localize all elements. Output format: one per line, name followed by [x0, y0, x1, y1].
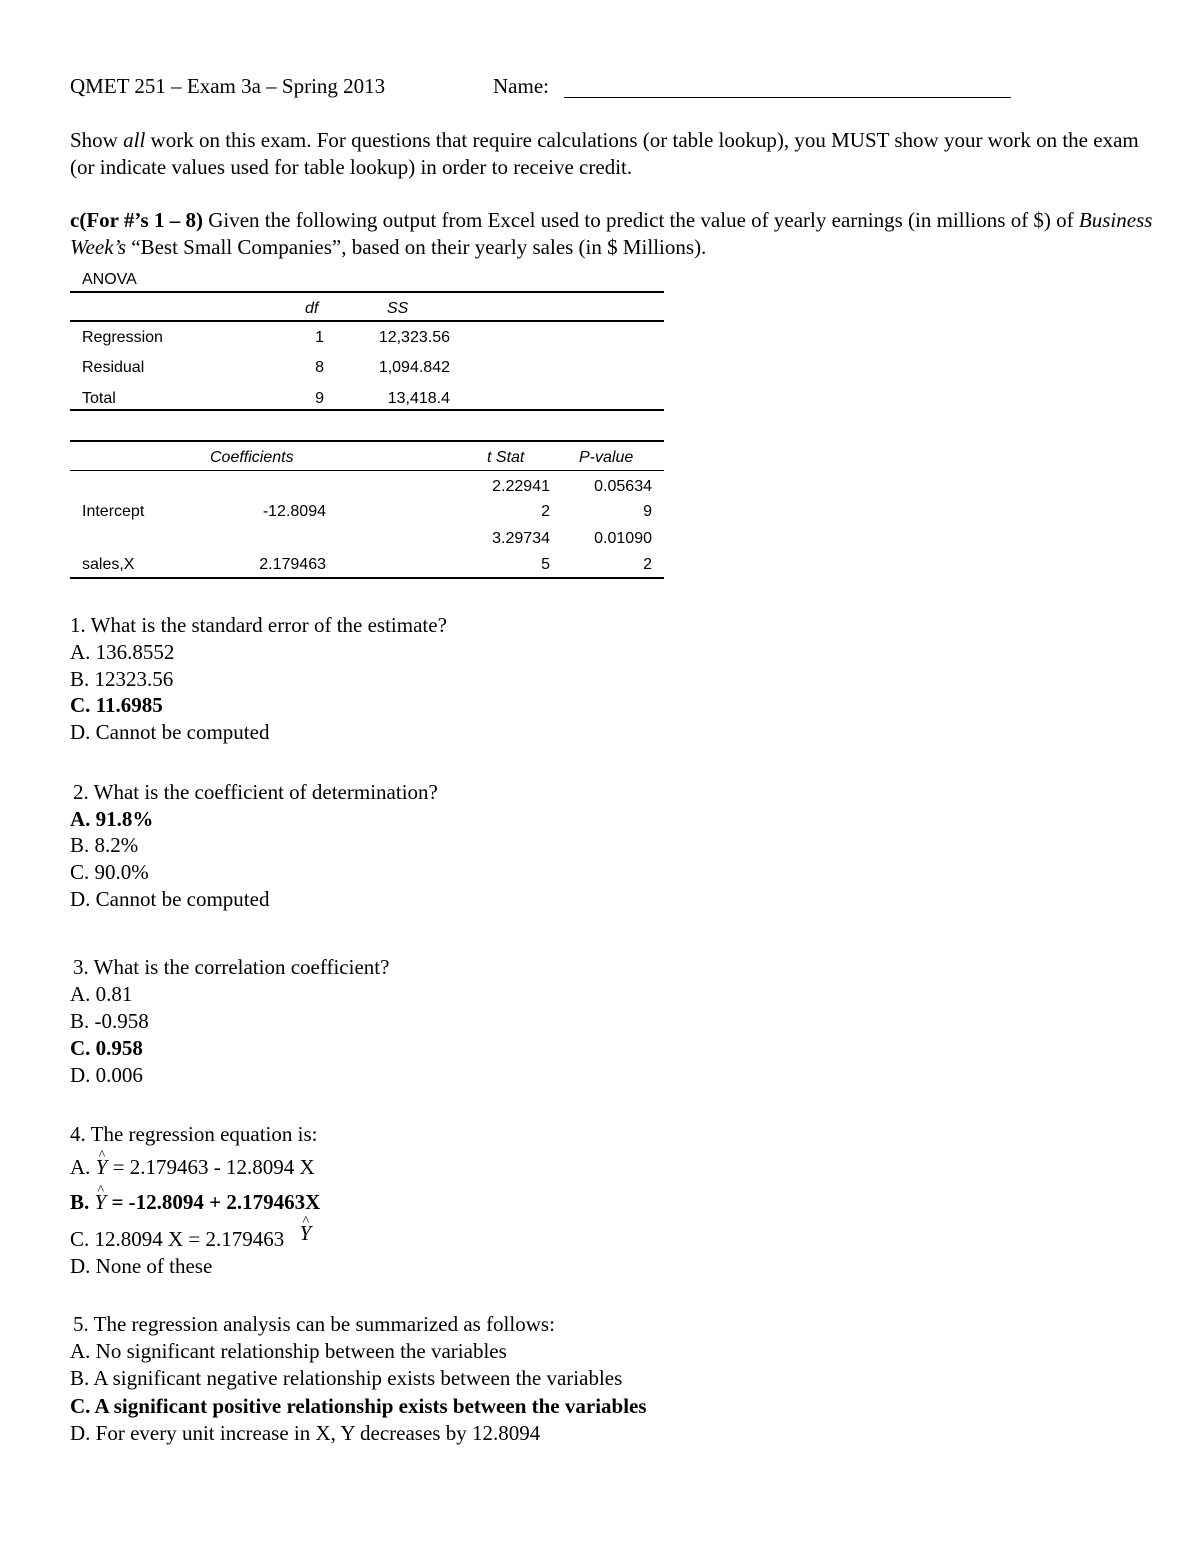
- q4-b-prefix: B.: [70, 1190, 90, 1214]
- q4-option-d[interactable]: D. None of these: [70, 1254, 213, 1278]
- anova-row-df: 1: [315, 329, 324, 346]
- q3-stem: 3. What is the correlation coefficient?: [73, 955, 390, 979]
- y-hat-symbol: ^ Y: [95, 1189, 107, 1216]
- anova-row-ss: 12,323.56: [378, 329, 450, 346]
- intercept-pvalue-part1: 0.05634: [594, 478, 652, 495]
- intro-text1: Given the following output from Excel used to predict the value of yearly earnings (in millions of $) of: [202, 208, 1079, 232]
- q4-option-c[interactable]: [70, 1221, 312, 1253]
- anova-ss-header: SS: [387, 300, 409, 317]
- anova-row-label: Total: [82, 390, 116, 407]
- q5-option-a[interactable]: A. No significant relationship between the variables: [70, 1339, 507, 1363]
- q5-option-c[interactable]: C. A significant positive relationship exists between the variables: [70, 1394, 647, 1418]
- y-hat-symbol: ^ Y: [300, 1220, 312, 1247]
- q2-option-d[interactable]: D. Cannot be computed: [70, 887, 270, 911]
- coef-pvalue-header: P-value: [579, 449, 634, 466]
- intro-lead: c(For #’s 1 – 8): [70, 208, 203, 232]
- q1-stem: 1. What is the standard error of the estimate?: [70, 613, 447, 637]
- intercept-label: Intercept: [82, 503, 145, 520]
- q4-stem: 4. The regression equation is:: [70, 1122, 318, 1146]
- q4-a-text: = 2.179463 - 12.8094 X: [107, 1155, 315, 1179]
- anova-row-ss: 1,094.842: [378, 359, 450, 376]
- intercept-pvalue-part2: 9: [643, 503, 652, 520]
- sales-pvalue-part2: 2: [643, 556, 652, 573]
- coef-coefficients-header: Coefficients: [210, 449, 294, 466]
- instructions-part2: work on this exam. For questions that require calculations (or table lookup), you MUST show your work on the exam (or indicate values used for table lookup) in order to receive credit.: [70, 128, 1139, 179]
- q5-stem: 5. The regression analysis can be summarized as follows:: [73, 1312, 555, 1336]
- anova-row-ss: 13,418.4: [387, 390, 450, 407]
- anova-header-rule: [70, 320, 664, 322]
- q1-option-b[interactable]: B. 12323.56: [70, 667, 174, 691]
- intercept-coefficient: -12.8094: [262, 503, 326, 520]
- q2-option-b[interactable]: B. 8.2%: [70, 833, 139, 857]
- coef-header-rule: [70, 470, 664, 471]
- q1-option-d[interactable]: D. Cannot be computed: [70, 720, 270, 744]
- anova-title: ANOVA: [82, 271, 137, 288]
- instructions: [70, 127, 1160, 181]
- q2-option-a[interactable]: A. 91.8%: [70, 807, 154, 831]
- sales-pvalue-part1: 0.01090: [594, 530, 652, 547]
- intro-text2: “Best Small Companies”, based on their yearly sales (in $ Millions).: [126, 235, 707, 259]
- sales-tstat-part2: 5: [541, 556, 550, 573]
- q4-c-text: C. 12.8094 X = 2.179463: [70, 1227, 285, 1251]
- coef-top-rule: [70, 440, 664, 442]
- anova-row-df: 8: [315, 359, 324, 376]
- intercept-tstat-part2: 2: [541, 503, 550, 520]
- q2-stem: 2. What is the coefficient of determination?: [73, 780, 438, 804]
- y-hat-symbol: ^ Y: [96, 1154, 108, 1181]
- intercept-tstat-part1: 2.22941: [492, 478, 550, 495]
- intro-source: Business Week’s: [70, 208, 1153, 259]
- sales-tstat-part1: 3.29734: [492, 530, 550, 547]
- q2-option-c[interactable]: C. 90.0%: [70, 860, 149, 884]
- q4-option-a[interactable]: [70, 1154, 315, 1181]
- exam-title: QMET 251 – Exam 3a – Spring 2013: [70, 74, 386, 98]
- instructions-part1: Show: [70, 128, 124, 152]
- sales-label: sales,X: [82, 556, 135, 573]
- q3-option-d[interactable]: D. 0.006: [70, 1063, 143, 1087]
- anova-df-header: df: [305, 300, 319, 317]
- coef-tstat-header: t Stat: [487, 449, 525, 466]
- anova-row-df: 9: [315, 390, 324, 407]
- q1-option-c[interactable]: C. 11.6985: [70, 693, 163, 717]
- q5-option-d[interactable]: D. For every unit increase in X, Y decreases by 12.8094: [70, 1421, 541, 1445]
- q3-option-a[interactable]: A. 0.81: [70, 982, 133, 1006]
- anova-row-label: Residual: [82, 359, 145, 376]
- q5-option-b[interactable]: B. A significant negative relationship exists between the variables: [70, 1366, 623, 1390]
- q4-b-text: = -12.8094 + 2.179463X: [106, 1190, 321, 1214]
- coef-bottom-rule: [70, 577, 664, 579]
- q3-option-c[interactable]: C. 0.958: [70, 1036, 143, 1060]
- name-label: Name:: [493, 74, 549, 98]
- q4-a-prefix: A.: [70, 1155, 91, 1179]
- question-set-intro: [70, 207, 1160, 261]
- sales-coefficient: 2.179463: [259, 556, 326, 573]
- q3-option-b[interactable]: B. -0.958: [70, 1009, 149, 1033]
- instructions-emphasis: all: [123, 128, 146, 152]
- q1-option-a[interactable]: A. 136.8552: [70, 640, 175, 664]
- anova-row-label: Regression: [82, 329, 163, 346]
- anova-bottom-rule: [70, 409, 664, 411]
- anova-top-rule: [70, 291, 664, 293]
- q4-option-b[interactable]: [70, 1189, 320, 1216]
- name-blank-line[interactable]: [564, 97, 1011, 98]
